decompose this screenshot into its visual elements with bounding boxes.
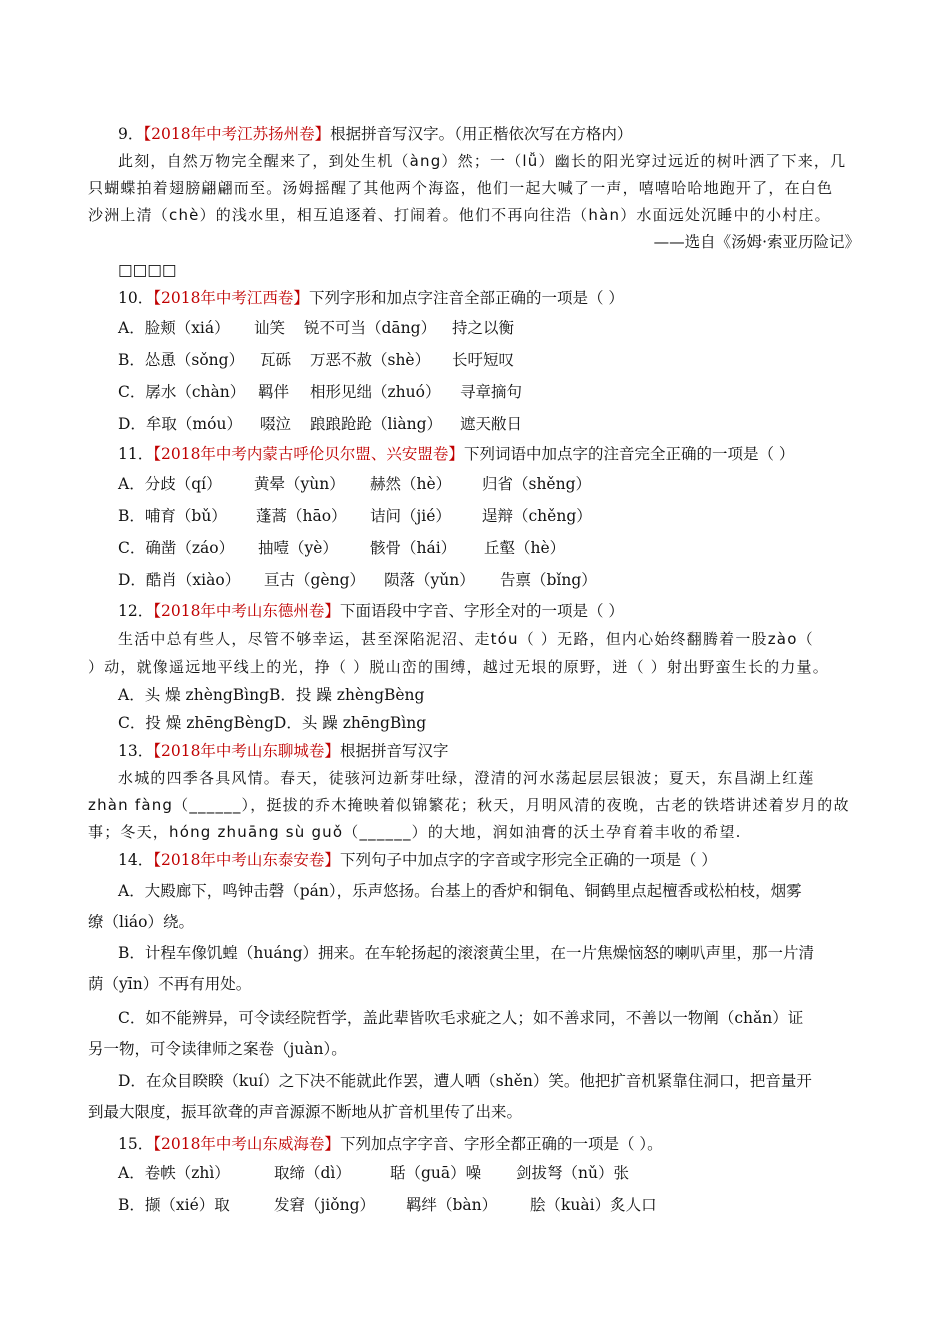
option-item: 万恶不赦（shè）: [310, 351, 431, 369]
option-item: 羁绊（bàn）: [406, 1196, 498, 1214]
question-14-header: [118, 849, 717, 871]
option-item: 聒（guā）噪: [390, 1164, 482, 1182]
option-item: A．分歧（qí）: [118, 475, 222, 493]
option-item: 遮天敝日: [460, 415, 523, 433]
question-15-header: [118, 1133, 663, 1155]
passage-line: 沙洲上清（chè）的浅水里，相互追逐着、打闹着。他们不再向往浩（hàn）水面远处沉睡中的小村庄。: [88, 206, 831, 224]
option-item: D．酷肖（xiào）: [118, 571, 241, 589]
question-number: 10．: [118, 289, 154, 307]
option-c-line: 另一物，可令读律师之案卷（juàn）。: [88, 1040, 347, 1058]
option-a-line: 缭（liáo）绕。: [88, 913, 194, 931]
option-cd: C．投 燥 zhēngBèngD．头 躁 zhēngBìng: [118, 714, 427, 732]
option-item: 相形见绌（zhuó）: [310, 383, 441, 401]
question-stem: 根据拼音写汉字: [339, 742, 449, 760]
question-source: 【2018年中考江苏扬州卷】: [143, 125, 331, 143]
option-item: 蓬蒿（hāo）: [256, 507, 347, 525]
option-item: B．怂恿（sǒng）: [118, 351, 245, 369]
citation: ——选自《汤姆·索亚历险记》: [653, 233, 860, 251]
option-item: 归省（shěng）: [482, 475, 592, 493]
option-item: 羁伴: [258, 383, 290, 401]
option-item: 发窘（jiǒng）: [274, 1196, 376, 1214]
question-stem: 下列句子中加点字的字音或字形完全正确的一项是（ ）: [339, 851, 717, 869]
option-item: B．哺育（bǔ）: [118, 507, 227, 525]
option-item: 瓦砾: [260, 351, 292, 369]
question-13-header: [118, 740, 448, 762]
question-source: 【2018年中考山东德州卷】: [153, 602, 340, 620]
option-item: 持之以衡: [452, 319, 515, 337]
option-item: 取缔（dì）: [274, 1164, 351, 1182]
option-item: 陨落（yǔn）: [384, 571, 475, 589]
option-d-line: D．在众目睽睽（kuí）之下决不能就此作罢，遭人哂（shěn）笑。他把扩音机紧靠住洞口，把音量开: [118, 1072, 812, 1090]
option-item: 黄晕（yùn）: [254, 475, 345, 493]
option-item: C．确凿（záo）: [118, 539, 235, 557]
option-item: 寻章摘句: [460, 383, 523, 401]
option-item: 锐不可当（dāng）: [304, 319, 437, 337]
option-item: 剑拔弩（nǔ）张: [516, 1164, 629, 1182]
question-stem: 下面语段中字音、字形全对的一项是（ ）: [339, 602, 624, 620]
question-source: 【2018年中考山东威海卷】: [153, 1135, 340, 1153]
option-d-line: 到最大限度，振耳欲聋的声音源源不断地从扩音机里传了出来。: [88, 1103, 523, 1121]
option-item: A．卷帙（zhì）: [118, 1164, 230, 1182]
option-item: 长吁短叹: [452, 351, 515, 369]
question-source: 【2018年中考山东聊城卷】: [153, 742, 340, 760]
option-item: A．脸颊（xiá）: [118, 319, 230, 337]
passage-line: 事；冬天，hóng zhuāng sù guǒ（______）的大地，润如油膏的沃土孕育着丰收的希望.: [88, 823, 742, 841]
question-11-header: [118, 443, 794, 465]
option-item: 告禀（bǐng）: [500, 571, 597, 589]
option-b-line: B．计程车像饥蝗（huáng）拥来。在车轮扬起的滚滚黄尘里，在一片焦燥恼怒的喇叭声里，那一片清: [118, 944, 815, 962]
passage-line: 生活中总有些人，尽管不够幸运，甚至深陷泥沼、走tóu（ ）无路，但内心始终翻腾着一股zào（: [118, 630, 814, 648]
question-number: 9．: [118, 125, 144, 143]
option-b-line: 荫（yīn）不再有用处。: [88, 975, 252, 993]
option-item: B．撷（xié）取: [118, 1196, 230, 1214]
option-ab: A．头 燥 zhèngBìngB．投 躁 zhèngBèng: [118, 686, 425, 704]
option-item: 踉踉跄跄（liàng）: [310, 415, 443, 433]
option-c-line: C．如不能辨异，可令读经院哲学，盖此辈皆吹毛求疵之人；如不善求同，不善以一物阐（chǎn）证: [118, 1009, 804, 1027]
question-stem: 下列词语中加点字的注音完全正确的一项是（ ）: [463, 445, 795, 463]
option-item: 丘壑（hè）: [484, 539, 566, 557]
option-a-line: A．大殿廊下，鸣钟击磬（pán），乐声悠扬。台基上的香炉和铜龟、铜鹤里点起檀香或松柏枝，烟雾: [118, 882, 802, 900]
question-number: 13．: [118, 742, 154, 760]
option-item: 逞辩（chěng）: [482, 507, 592, 525]
question-number: 11．: [118, 445, 154, 463]
option-item: 亘古（gèng）: [264, 571, 366, 589]
question-number: 14．: [118, 851, 154, 869]
question-stem: 根据拼音写汉字。（用正楷依次写在方格内）: [330, 125, 633, 143]
option-item: 脍（kuài）炙人口: [530, 1196, 657, 1214]
option-item: C．孱水（chàn）: [118, 383, 246, 401]
question-source: 【2018年中考内蒙古呼伦贝尔盟、兴安盟卷】: [153, 445, 464, 463]
question-9-header: [118, 123, 632, 145]
answer-boxes: □□□□: [118, 261, 177, 279]
question-10-header: [118, 287, 624, 309]
question-stem: 下列加点字字音、字形全都正确的一项是（ ）。: [339, 1135, 663, 1153]
option-item: 骸骨（hái）: [370, 539, 457, 557]
option-item: D．牟取（móu）: [118, 415, 242, 433]
option-item: 讪笑: [254, 319, 286, 337]
passage-line: 此刻，自然万物完全醒来了，到处生机（àng）然；一（lǚ）幽长的阳光穿过远近的树叶洒了下来，几: [118, 152, 847, 170]
question-number: 12．: [118, 602, 154, 620]
passage-line: 只蝴蝶拍着翅膀翩翩而至。汤姆摇醒了其他两个海盗，他们一起大喊了一声，嘻嘻哈哈地跑开了，在白色: [88, 179, 834, 197]
option-item: 抽噎（yè）: [258, 539, 338, 557]
passage-line: zhàn fàng（______），挺拔的乔木掩映着似锦繁花；秋天，月明风清的夜晚，古老的铁塔讲述着岁月的故: [88, 796, 850, 814]
question-source: 【2018年中考江西卷】: [153, 289, 309, 307]
question-number: 15．: [118, 1135, 154, 1153]
option-item: 啜泣: [260, 415, 292, 433]
question-stem: 下列字形和加点字注音全部正确的一项是（ ）: [308, 289, 624, 307]
option-item: 赫然（hè）: [370, 475, 452, 493]
option-item: 诘问（jié）: [370, 507, 451, 525]
passage-line: 水城的四季各具风情。春天，徒骇河边新芽吐绿，澄清的河水荡起层层银波；夏天，东昌湖上红莲: [118, 769, 815, 787]
question-source: 【2018年中考山东泰安卷】: [153, 851, 340, 869]
question-12-header: [118, 600, 624, 622]
passage-line: ）动，就像遥远地平线上的光，挣（ ）脱山峦的围缚，越过无垠的原野，迸（ ）射出野蛮生长的力量。: [88, 658, 829, 676]
